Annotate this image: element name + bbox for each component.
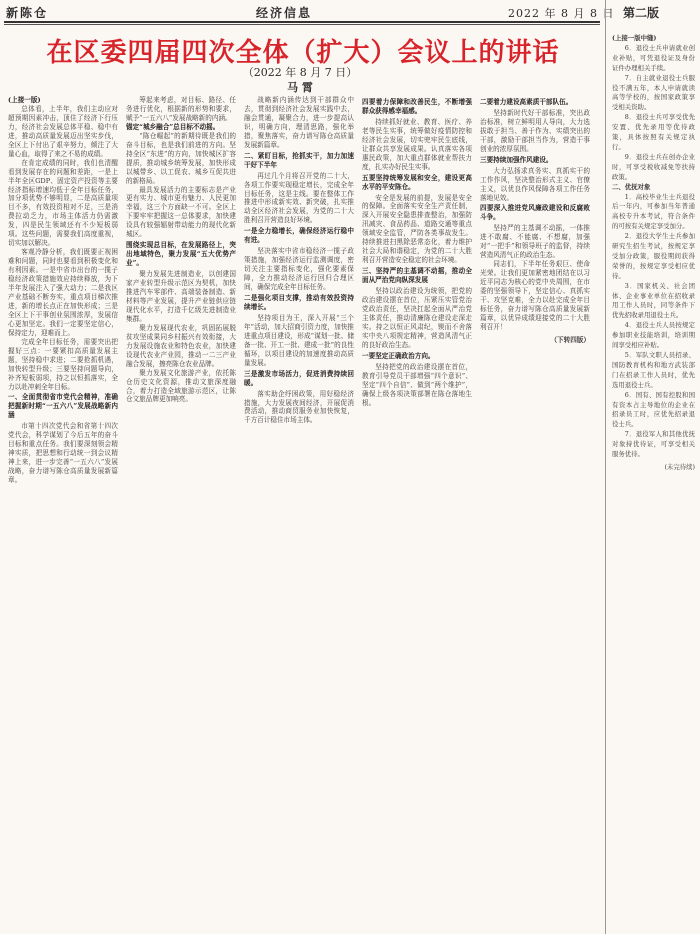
paper-name: 新陈仓: [6, 6, 49, 20]
sidebar-paragraph: 5．军队文职人员招录、国防教育机构和地方武装部门在招录工作人员时，优先选用退役士兵。: [612, 351, 695, 389]
lead-label: (上接一版): [8, 96, 41, 104]
section-heading: 三、坚持严的主基调不动摇，推动全面从严治党向纵深发展: [362, 267, 472, 285]
lead-label: 锚定“城乡融合”总目标不动摇。: [126, 122, 220, 131]
body-paragraph: 聚力发展文化旅游产业，依托陈仓历史文化资源，推动文旅深度融合，着力打造全域旅游示范区，让陈仓文旅品牌更加响亮。: [126, 368, 236, 404]
body-paragraph: 同志们，下半年任务艰巨、使命光荣。让我们更加紧密地团结在以习近平同志为核心的党中央周围，在市委的坚强领导下，坚定信心、真抓实干、攻坚克难，全力以赴完成全年目标任务，奋力谱写陈仓高质量发展新篇章，以优异成绩迎接党的二十大胜利召开！: [480, 260, 590, 331]
sidebar-text: [606, 0, 699, 473]
continuation-note: （下转四版）: [550, 335, 590, 344]
speech-date: （2022 年 8 月 7 日）: [242, 66, 358, 79]
sidebar-paragraph: 9．退役士兵在创办企业时，可享受税收减免等扶持政策。: [612, 152, 695, 181]
section-heading: 五要坚持统筹发展和安全，建设更高水平的平安陈仓。: [362, 173, 472, 191]
article-column-3: [244, 96, 354, 922]
sidebar-paragraph: 7．自主就业退役士兵服役不满五年，本人申请就读高等学校的，按国家政策享受相关资助。: [612, 73, 695, 112]
sidebar-paragraph: 6．国有、国有控股和国有资本占主导地位的企业在招录员工时，应优先招录退役士兵。: [612, 390, 695, 429]
section-heading: 三要持续加强作风建设。: [480, 155, 553, 164]
section-heading: 四要深入推进党风廉政建设和反腐败斗争。: [480, 204, 590, 222]
sidebar-heading: 二、优抚对象: [612, 182, 651, 191]
article-author: 马 霄: [287, 81, 313, 94]
body-paragraph: 坚持以政治建设为统领，把党的政治建设摆在首位，压紧压实管党治党政治责任，坚决扛起全面从严治党主体责任，推动清廉陈仓建设走深走实。持之以恒正风肃纪，锲而不舍落实中央八项规定精神，营造风清气正的良好政治生态。: [362, 287, 472, 349]
article-column-2: [126, 96, 236, 922]
section-heading: 一、全面贯彻省市党代会精神，准确把握新时期“一五六八”发展战略新内涵: [8, 393, 118, 420]
issue-date: 2022 年 8 月 8 日: [508, 7, 615, 20]
section-heading: 一要坚定正确政治方向。: [362, 351, 435, 360]
sidebar-paragraph: 4．退役士兵人员按规定参加职业技能培训，培训期间享受相应补贴。: [612, 321, 695, 350]
body-paragraph: 坚决落实中省市稳经济一揽子政策措施，加强经济运行监测调度，密切关注主要指标变化，强化要素保障，全力推动经济运行回归合理区间，确保完成全年目标任务。: [244, 247, 354, 292]
article-title: 在区委四届四次全体（扩大）会议上的讲话: [46, 38, 560, 68]
body-paragraph: 客观冷静分析，我们既要正视困难和问题，同时也要看到积极变化和有利因素。一是中省市出台的一揽子稳经济政策措施效应持续释放，为下半年发展注入了强大动力；二是我区产业基础不断夯实，重点项目梯次推进，新的增长点正在加快形成；三是全区上下干事创业氛围浓厚，发展信心更加坚定。我们一定要坚定信心，保持定力，迎难而上。: [8, 248, 118, 337]
body-paragraph: 坚持把党的政治建设摆在首位，教育引导党员干部增强“四个意识”、坚定“四个自信”、做到“两个维护”，确保上级各项决策部署在陈仓落地生根。: [362, 362, 472, 407]
sidebar-paragraph: 8．退役士兵可享受优先安置、优先录用等优待政策，具体按照有关规定执行。: [612, 113, 695, 151]
article-column-1: [8, 96, 118, 922]
body-paragraph: 市第十四次党代会和省第十四次党代会，科学谋划了今后五年的奋斗目标和重点任务。我们要深刻领会精神实质，把思想和行动统一到会议精神上来，进一步完善“一五六八”发展战略，奋力谱写陈仓高质量发展新篇章。: [8, 422, 118, 485]
body-paragraph: 聚力发展先进制造业，以创建国家产业转型升级示范区为契机，加快推进汽车零部件、高端装备制造、新材料等产业发展，提升产业链供应链现代化水平，打造千亿级先进制造业集群。: [126, 270, 236, 323]
body-paragraph: 筹起来考虑，对目标、路径、任务进行优化，根据新的形势和要求，赋予“一五六八”发展战略新的内涵。: [126, 96, 236, 122]
section-heading: 三是激发市场活力，促进消费持续回暖。: [244, 369, 354, 387]
sidebar-column: [605, 0, 699, 934]
body-paragraph: 安全是发展的前提，发展是安全的保障。全面落实安全生产责任制，深入开展安全隐患排查整治，加强防汛减灾、食品药品、道路交通等重点领域安全监管，严防各类事故发生。持续推进扫黑除恶常态化，着力维护社会大局和谐稳定，为党的二十大胜利召开营造安全稳定的社会环境。: [362, 193, 472, 265]
sidebar-paragraph: 3．国家机关、社会团体、企业事业单位在招收录用工作人员时，同等条件下优先招收录用退役士兵。: [612, 281, 695, 320]
masthead-rule: [4, 21, 600, 23]
masthead: [0, 0, 700, 22]
sidebar-paragraph: 7．退役军人和其他优抚对象持优待证，可享受相关服务优待。: [612, 430, 695, 459]
section-heading: 一是全力稳增长，确保经济运行稳中有进。: [244, 227, 354, 245]
sidebar-paragraph: 6．退役士兵申请就业创业补贴，可凭退役证及身份证件办理相关手续。: [612, 43, 695, 72]
section-heading: 四要着力保障和改善民生，不断增强群众获得感幸福感。: [362, 98, 472, 115]
article-column-4: [362, 96, 472, 922]
section-name: 经济信息: [256, 6, 313, 20]
sidebar-heading: (上接一版中缝): [612, 34, 657, 42]
masthead-rule-thin: [4, 24, 600, 25]
section-heading: 围绕实现总目标，在发展路径上，突出地域特色，聚力发展“五大优势产业”。: [126, 241, 236, 268]
body-paragraph: 最具发展活力的主要标志是产业更有实力、城市更有魅力、人民更加幸福，这三个方面缺一不可。全区上下要牢牢把握这一总体要求，加快建设具有较强辐射带动能力的现代化新城区。: [126, 185, 236, 239]
body-paragraph: 战略新内涵传达到干部群众中去，贯彻到经济社会发展实践中去，融会贯通，凝聚合力，进一步提高认识，明确方向，理清思路，强化举措，聚焦落实，奋力谱写陈仓高质量发展新篇章。: [244, 96, 354, 149]
body-paragraph: 总体看，上半年，我们主动应对超预期因素冲击，顶住了经济下行压力，经济社会发展总体平稳、稳中有进，推动高质量发展迈出坚实步伐，全区上下付出了艰辛努力，倾注了大量心血，取得了来之不易的成绩。: [8, 104, 118, 158]
body-paragraph: 大力弘扬求真务实、真抓实干的工作作风，坚决整治形式主义、官僚主义，以优良作风保障各项工作任务落地见效。: [480, 166, 590, 202]
section-heading: 二要着力建设高素质干部队伍。: [480, 98, 573, 106]
article-column-5: [480, 96, 590, 922]
section-heading: 二是强化项目支撑，推动有效投资持续增长。: [244, 294, 354, 311]
sidebar-continuation: (未完待续): [664, 462, 695, 471]
body-paragraph: 坚持严的主基调不动摇，一体推进不敢腐、不能腐、不想腐，加强对“一把手”和领导班子的监督，持续营造风清气正的政治生态。: [480, 224, 590, 260]
body-paragraph: 再过几个月将召开党的二十大，各项工作要实现稳定增长，完成全年目标任务，这是主线。要在整体工作推进中形成新实效、新突破，扎实推动全区经济社会发展，为党的二十大胜利召开营造良好环境。: [244, 171, 354, 225]
sidebar-paragraph: 1．高校毕业生士兵退役后一年内，可参加当年普通高校专升本考试，符合条件的可按有关规定享受加分。: [612, 192, 695, 231]
body-paragraph: 坚持新时代好干部标准，突出政治标准，树立鲜明用人导向，大力选拔敢于担当、善于作为、实绩突出的干部，激励干部担当作为，营造干事创业的浓厚氛围。: [480, 108, 590, 153]
page-number: 第二版: [623, 6, 660, 20]
body-paragraph: “陈仓崛起”的新期待既是我们的奋斗目标，也是我们前进的方向。坚持全区“东进”的方向，加快城区扩容提质，推动城乡统筹发展，加快形成以城带乡、以工促农、城乡互促共进的新格局。: [126, 131, 236, 185]
sidebar-paragraph: 2．退役大学生士兵参加研究生招生考试，按规定享受加分政策，服役期间获得荣誉的，按规定享受相应优待。: [612, 232, 695, 280]
body-paragraph: 坚持项目为王，深入开展“三个年”活动，加大招商引资力度，加快推进重点项目建设，形成“谋划一批、储备一批、开工一批、建成一批”的良性循环，以项目建设的加速度推动高质量发展。: [244, 313, 354, 367]
body-paragraph: 落实助企纾困政策，用好稳经济措施，大力发展夜间经济，开展促消费活动，推动商贸服务业加快恢复，千方百计稳住市场主体。: [244, 389, 354, 425]
body-paragraph: 在肯定成绩的同时，我们也清醒看到发展存在的问题和差距，一是上半年全区GDP、固定资产投资等主要经济指标增速均低于全年目标任务，加分项优势不够明显，二是高质量项目不多，有效投资相对不足，三是消费拉动乏力，市场主体活力仍需激发，四是民生领域还有不少短板弱项。这些问题，需要我们高度重视，切实加以解决。: [8, 158, 118, 248]
body-paragraph: 聚力发展现代农业，巩固拓展脱贫攻坚成果同乡村振兴有效衔接，大力发展设施农业和特色农业，加快建设现代农业产业园，推动一二三产业融合发展，擦亮陈仓农业品牌。: [126, 323, 236, 368]
body-paragraph: 持续抓好就业、教育、医疗、养老等民生实事，统筹做好疫情防控和经济社会发展，切实兜牢民生底线，让群众共享发展成果。认真落实各项惠民政策，加大重点群体就业帮扶力度，扎实办好民生实事。: [362, 117, 472, 171]
section-heading: 二、紧盯目标，抢抓实干，加力加速干好下半年: [244, 151, 354, 169]
body-paragraph: 完成全年目标任务，需要突出把握好三点：一要紧扣高质量发展主题，坚持稳中求进；二要抢抓机遇，加快转型升级；三要坚持问题导向，补齐短板弱项，持之以恒抓落实，全力以赴冲刺全年目标。: [8, 337, 118, 391]
